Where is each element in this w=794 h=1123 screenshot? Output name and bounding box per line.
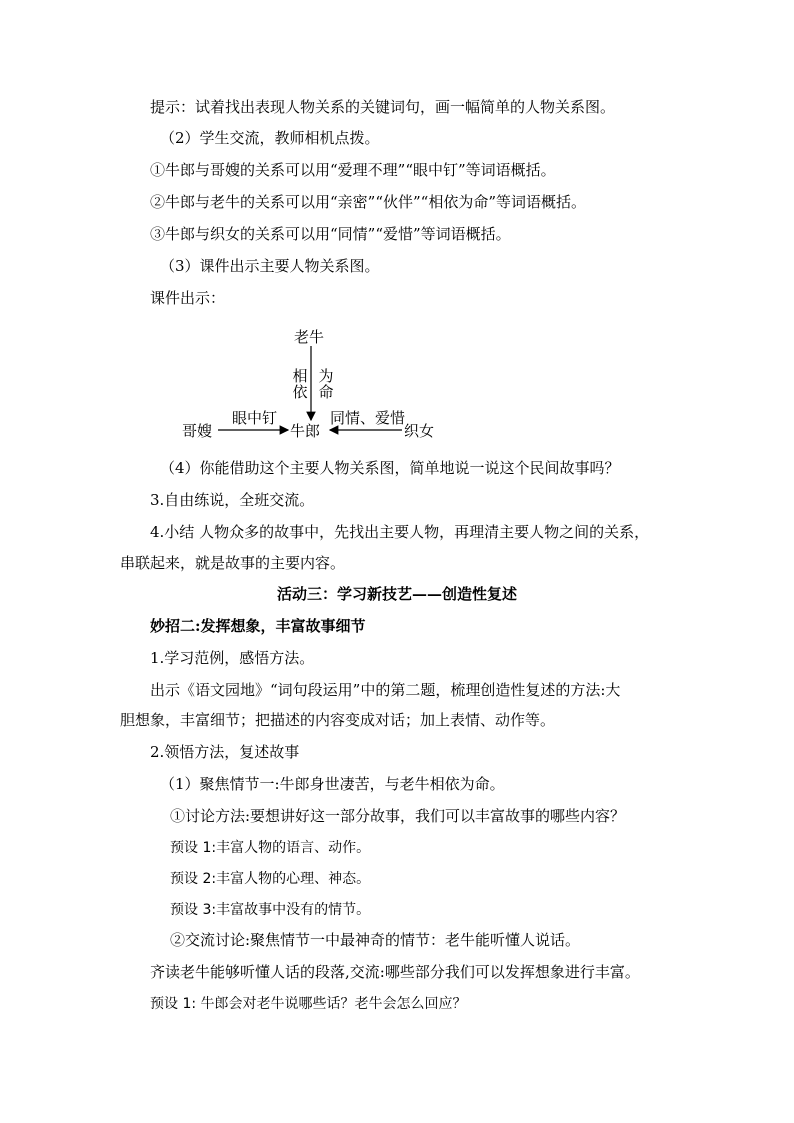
step-4-line: （4）你能借助这个主要人物关系图，简单地说一说这个民间故事吗？	[160, 459, 620, 477]
plot-one-line: （1）聚焦情节一:牛郎身世凄苦，与老牛相依为命。	[160, 775, 505, 793]
summary-line: 4.小结 人物众多的故事中，先找出主要人物，再理清主要人物之间的关系，	[150, 523, 650, 541]
preset-2-line: 预设 2:丰富人物的心理、神态。	[170, 871, 371, 887]
preset-3-line: 预设 3:丰富故事中没有的情节。	[170, 902, 371, 918]
tip-two-heading: 妙招二:发挥想象，丰富故事细节	[150, 617, 366, 635]
label-tongqing-aixi: 同情、爱惜	[330, 409, 406, 427]
method-summary-line: 胆想象，丰富细节；把描述的内容变成对话；加上表情、动作等。	[120, 711, 556, 729]
step-2-line: （2）学生交流，教师相机点拨。	[160, 129, 380, 147]
practice-line: 3.自由练说，全班交流。	[150, 491, 315, 509]
node-niulang: 牛郎	[290, 422, 321, 440]
step-3-line: （3）课件出示主要人物关系图。	[160, 257, 380, 275]
discussion-method-line: ①讨论方法:要想讲好这一部分故事，我们可以丰富故事的哪些内容？	[170, 807, 626, 825]
learn-example-line: 1.学习范例，感悟方法。	[150, 649, 315, 667]
node-gesao: 哥嫂	[182, 422, 213, 440]
summary-continued-line: 串联起来，就是故事的主要内容。	[120, 554, 346, 572]
relation-2-line: ②牛郎与老牛的关系可以用“亲密”“伙伴”“相依为命”等词语概括。	[150, 193, 587, 211]
preset-1-line: 预设 1:丰富人物的语言、动作。	[170, 840, 371, 856]
relation-3-line: ③牛郎与织女的关系可以用“同情”“爱惜”等词语概括。	[150, 225, 511, 243]
label-xiangyi: 相依	[292, 367, 308, 401]
node-laoniu: 老牛	[294, 328, 325, 346]
show-exercise-line: 出示《语文园地》“词句段运用”中的第二题，梳理创造性复述的方法:大	[150, 681, 621, 699]
retell-heading-line: 2.领悟方法，复述故事	[150, 743, 300, 761]
read-aloud-line: 齐读老牛能够听懂人话的段落,交流:哪些部分我们可以发挥想象进行丰富。	[150, 963, 640, 981]
diagram-arrows	[0, 0, 794, 460]
discussion-exchange-line: ②交流讨论:聚焦情节一中最神奇的情节：老牛能听懂人说话。	[170, 931, 581, 949]
label-weiming: 为命	[318, 367, 334, 401]
relation-1-line: ①牛郎与哥嫂的关系可以用“爱理不理”“眼中钉”等词语概括。	[150, 161, 556, 179]
node-zhinv: 织女	[404, 422, 435, 440]
preset-dialogue-line: 预设 1: 牛郎会对老牛说哪些话？老牛会怎么回应？	[150, 996, 467, 1012]
courseware-line: 课件出示：	[150, 289, 226, 307]
hint-line: 提示：试着找出表现人物关系的关键词句，画一幅简单的人物关系图。	[150, 98, 616, 116]
activity-three-heading: 活动三：学习新技艺——创造性复述	[276, 585, 517, 603]
label-yanzhongding: 眼中钉	[232, 409, 278, 427]
